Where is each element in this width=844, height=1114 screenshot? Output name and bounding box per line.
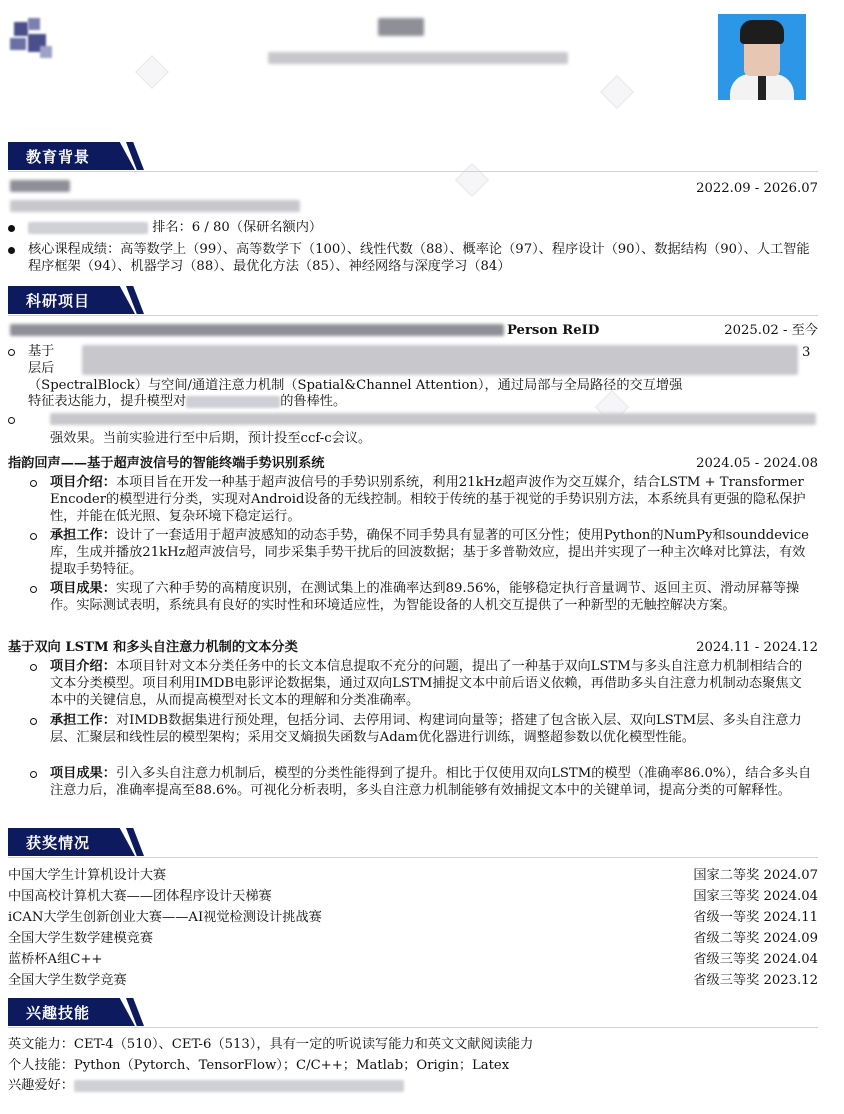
project-date: 2024.11 - 2024.12	[696, 640, 818, 655]
bullet-text	[28, 393, 818, 410]
candidate-name-redacted	[378, 18, 424, 36]
bullet-label: 承担工作：	[50, 528, 116, 543]
skill-hobby	[8, 1077, 818, 1094]
skill-english: 英文能力：CET-4（510）、CET-6（513），具有一定的听说读写能力和英文文献阅读能力	[8, 1037, 534, 1052]
bullet-label: 项目成果：	[50, 766, 116, 781]
award-row	[8, 867, 818, 884]
watermark-diamond	[600, 75, 634, 109]
award-level: 省级二等奖 2024.09	[693, 931, 818, 946]
bullet-text: 对IMDB数据集进行预处理，包括分词、去停用词、构建词向量等；搭建了包含嵌入层、双向LSTM层、多头自注意力层、汇聚层和线性层的模型架构；采用交叉熵损失函数与Adam优化器进行训练，调整超参数以优化模型性能。	[50, 713, 802, 745]
education-date: 2022.09 - 2026.07	[696, 181, 818, 196]
project-bullet	[50, 528, 814, 578]
bullet-text: 本项目旨在开发一种基于超声波信号的手势识别系统，利用21kHz超声波作为交互媒介，结合LSTM + Transformer Encoder的模型进行分类，实现对Android设备的无线控制。相较于传统的基于视觉的手势识别方法，本系统具有更强的隐私保护性，并能在低光照、复杂环境下稳定运行。	[50, 475, 806, 524]
award-level: 省级三等奖 2024.04	[693, 952, 818, 967]
award-name: iCAN大学生创新创业大赛——AI视觉检测设计挑战赛	[8, 910, 322, 925]
award-name: 中国高校计算机大赛——团体程序设计天梯赛	[8, 889, 272, 904]
project-bullet	[50, 581, 814, 615]
section-title: 科研项目	[26, 292, 91, 310]
bullet-text: 层后	[28, 361, 55, 376]
section-title: 获奖情况	[26, 834, 91, 852]
bullet-text: 本项目针对文本分类任务中的长文本信息提取不充分的问题，提出了一种基于双向LSTM与多头自注意力机制相结合的文本分类模型。项目利用IMDB电影评论数据集，通过双向LSTM捕捉文本中前后语义依赖，再借助多头自注意力机制动态聚焦文本中的关键信息，从而提高模型对长文本的理解和分类准确率。	[50, 659, 803, 708]
skill-tech: 个人技能：Python（Pytorch、TensorFlow）；C/C++；Matlab；Origin；Latex	[8, 1058, 510, 1073]
rank-label-redacted	[28, 222, 148, 234]
education-courses: 核心课程成绩：高等数学上（99）、高等数学下（100）、线性代数（88）、概率论（97）、程序设计（90）、数据结构（90）、人工智能程序框架（94）、机器学习（88）、最优化方法（85）、神经网络与深度学习（84）	[28, 242, 812, 276]
award-level: 国家二等奖 2024.07	[693, 868, 818, 883]
award-level: 省级一等奖 2024.11	[693, 910, 818, 925]
contact-info-redacted	[268, 52, 568, 64]
redacted-text	[74, 1080, 404, 1092]
project-title-redacted	[10, 324, 504, 336]
bullet-label: 项目成果：	[50, 581, 116, 596]
project-date: 2024.05 - 2024.08	[696, 456, 818, 471]
project-bullet	[50, 475, 814, 525]
project-bullet	[50, 766, 814, 800]
award-level: 国家三等奖 2024.04	[693, 889, 818, 904]
bullet-text: （SpectralBlock）与空间/通道注意力机制（Spatial&Channel Attention），通过局部与全局路径的交互增强	[28, 378, 683, 393]
award-name: 全国大学生数学竞赛	[8, 973, 127, 988]
section-title: 教育背景	[26, 148, 91, 166]
section-header-skills	[8, 998, 818, 1028]
bullet-text: 引入多头自注意力机制后，模型的分类性能得到了提升。相比于仅使用双向LSTM的模型（准确率86.0%），结合多头自注意力后，准确率提高至88.6%。可视化分析表明，多头自注意力机制能够有效捕捉文本中的关键单词，提高分类的可解释性。	[50, 766, 812, 798]
redacted-text	[186, 396, 280, 408]
watermark-diamond	[135, 55, 169, 89]
project-bullet	[50, 713, 814, 747]
bullet-text: 设计了一套适用于超声波感知的动态手势，确保不同手势具有显著的可区分性；使用Python的NumPy和sounddevice库，生成并播放21kHz超声波信号，同步采集手势干扰后的回波数据；基于多普勒效应，提出并实现了一种主次峰对比算法，有效提取手势特征。	[50, 528, 809, 577]
award-name: 蓝桥杯A组C++	[8, 952, 103, 967]
project-bullet	[50, 659, 814, 709]
award-row	[8, 888, 818, 905]
award-name: 全国大学生数学建模竞赛	[8, 931, 154, 946]
bullet-label: 项目介绍：	[50, 475, 116, 490]
bullet-label: 承担工作：	[50, 713, 116, 728]
bullet-text: 实现了六种手势的高精度识别，在测试集上的准确率达到89.56%，能够稳定执行音量调节、返回主页、滑动屏幕等操作。实际测试表明，系统具有良好的实时性和环境适应性，为智能设备的人机交互提供了一种新型的无触控解决方案。	[50, 581, 800, 613]
school-logo	[8, 16, 54, 62]
section-title: 兴趣技能	[26, 1004, 91, 1022]
school-name-redacted	[10, 180, 70, 192]
bullet-text: 强效果。当前实验进行至中后期，预计投至ccf-c会议。	[50, 431, 372, 446]
award-level: 省级三等奖 2023.12	[693, 973, 818, 988]
project-title-suffix: Person ReID	[507, 323, 600, 338]
section-header-awards	[8, 828, 818, 858]
project-title: 指韵回声——基于超声波信号的智能终端手势识别系统	[8, 456, 325, 471]
project-date: 2025.02 - 至今	[724, 323, 818, 338]
redacted-text	[50, 413, 816, 425]
major-redacted	[10, 200, 300, 212]
rank-text: 排名：6 / 80（保研名额内）	[152, 220, 323, 235]
section-header-research	[8, 286, 818, 316]
section-header-education	[8, 142, 818, 172]
project-title: 基于双向 LSTM 和多头自注意力机制的文本分类	[8, 640, 298, 655]
award-row	[8, 930, 818, 947]
bullet-text: 3	[802, 345, 811, 360]
hobby-label: 兴趣爱好：	[8, 1078, 74, 1093]
award-row	[8, 972, 818, 989]
bullet-text: 特征表达能力，提升模型对	[28, 394, 187, 409]
bullet-label: 项目介绍：	[50, 659, 116, 674]
bullet-text: 的鲁棒性。	[280, 394, 347, 409]
redacted-text	[82, 345, 798, 375]
award-row	[8, 909, 818, 926]
profile-photo	[718, 14, 806, 100]
award-row	[8, 951, 818, 968]
bullet-text: 基于	[28, 344, 55, 359]
award-name: 中国大学生计算机设计大赛	[8, 868, 167, 883]
education-rank	[28, 220, 812, 237]
